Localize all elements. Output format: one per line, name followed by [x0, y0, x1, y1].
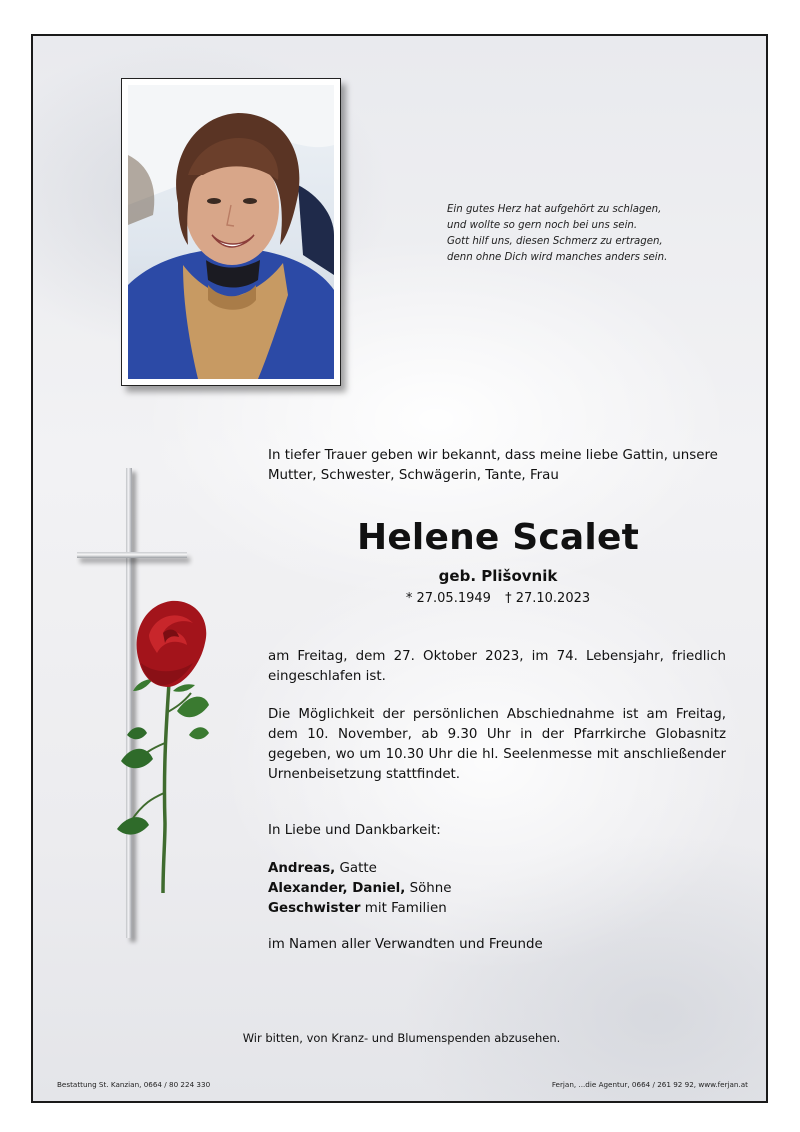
- cross-with-rose: [77, 468, 197, 944]
- family-names: Geschwister: [268, 901, 361, 916]
- family-entry: [268, 899, 452, 919]
- footer-agency: Ferjan, ...die Agentur, 0664 / 261 92 92, www.ferjan.at: [551, 1080, 748, 1089]
- maiden-name: geb. Plišovnik: [438, 567, 558, 585]
- life-dates: [268, 590, 728, 608]
- family-relation: mit Familien: [360, 901, 447, 916]
- thanks-line: In Liebe und Dankbarkeit:: [268, 823, 441, 838]
- birth-date: * 27.05.1949: [405, 591, 491, 606]
- family-relation: Gatte: [335, 861, 377, 876]
- farewell-paragraph: Die Möglichkeit der persönlichen Abschiednahme ist am Freitag, dem 10. November, ab 9.30 Uhr in der Pfarrkirche Globasnitz gegeben, wo um 10.30 Uhr die hl. Seelenmesse mit anschließender Urnenbeisetzung stattfindet.: [268, 707, 726, 782]
- poem-line: denn ohne Dich wird manches anders sein.: [447, 252, 668, 263]
- family-list: [268, 859, 452, 919]
- family-relation: Söhne: [405, 881, 452, 896]
- cross-beam: [77, 552, 187, 558]
- deceased-name: Helene Scalet: [356, 517, 639, 558]
- family-names: Andreas,: [268, 861, 336, 876]
- portrait-photo: [128, 85, 334, 379]
- poem-line: und wollte so gern noch bei uns sein.: [447, 220, 638, 231]
- footer-undertaker: Bestattung St. Kanzian, 0664 / 80 224 330: [57, 1080, 211, 1089]
- closing-line: im Namen aller Verwandten und Freunde: [268, 937, 543, 952]
- death-paragraph: am Freitag, dem 27. Oktober 2023, im 74. Lebensjahr, friedlich eingeschlafen ist.: [268, 649, 726, 684]
- family-names: Alexander, Daniel,: [268, 881, 406, 896]
- obituary-card: [31, 34, 768, 1103]
- rose-icon: [113, 593, 213, 893]
- memorial-poem: [447, 202, 687, 266]
- portrait-illustration: [128, 85, 334, 379]
- family-entry: [268, 859, 452, 879]
- donation-note: Wir bitten, von Kranz- und Blumenspenden abzusehen.: [242, 1031, 561, 1045]
- intro-text: In tiefer Trauer geben wir bekannt, dass meine liebe Gattin, unsere Mutter, Schwester, Schwägerin, Tante, Frau: [268, 448, 718, 483]
- poem-line: Gott hilf uns, diesen Schmerz zu ertragen,: [447, 236, 663, 247]
- death-date: † 27.10.2023: [505, 591, 591, 606]
- poem-line: Ein gutes Herz hat aufgehört zu schlagen,: [447, 204, 662, 215]
- family-entry: [268, 879, 452, 899]
- portrait-frame: [121, 78, 341, 386]
